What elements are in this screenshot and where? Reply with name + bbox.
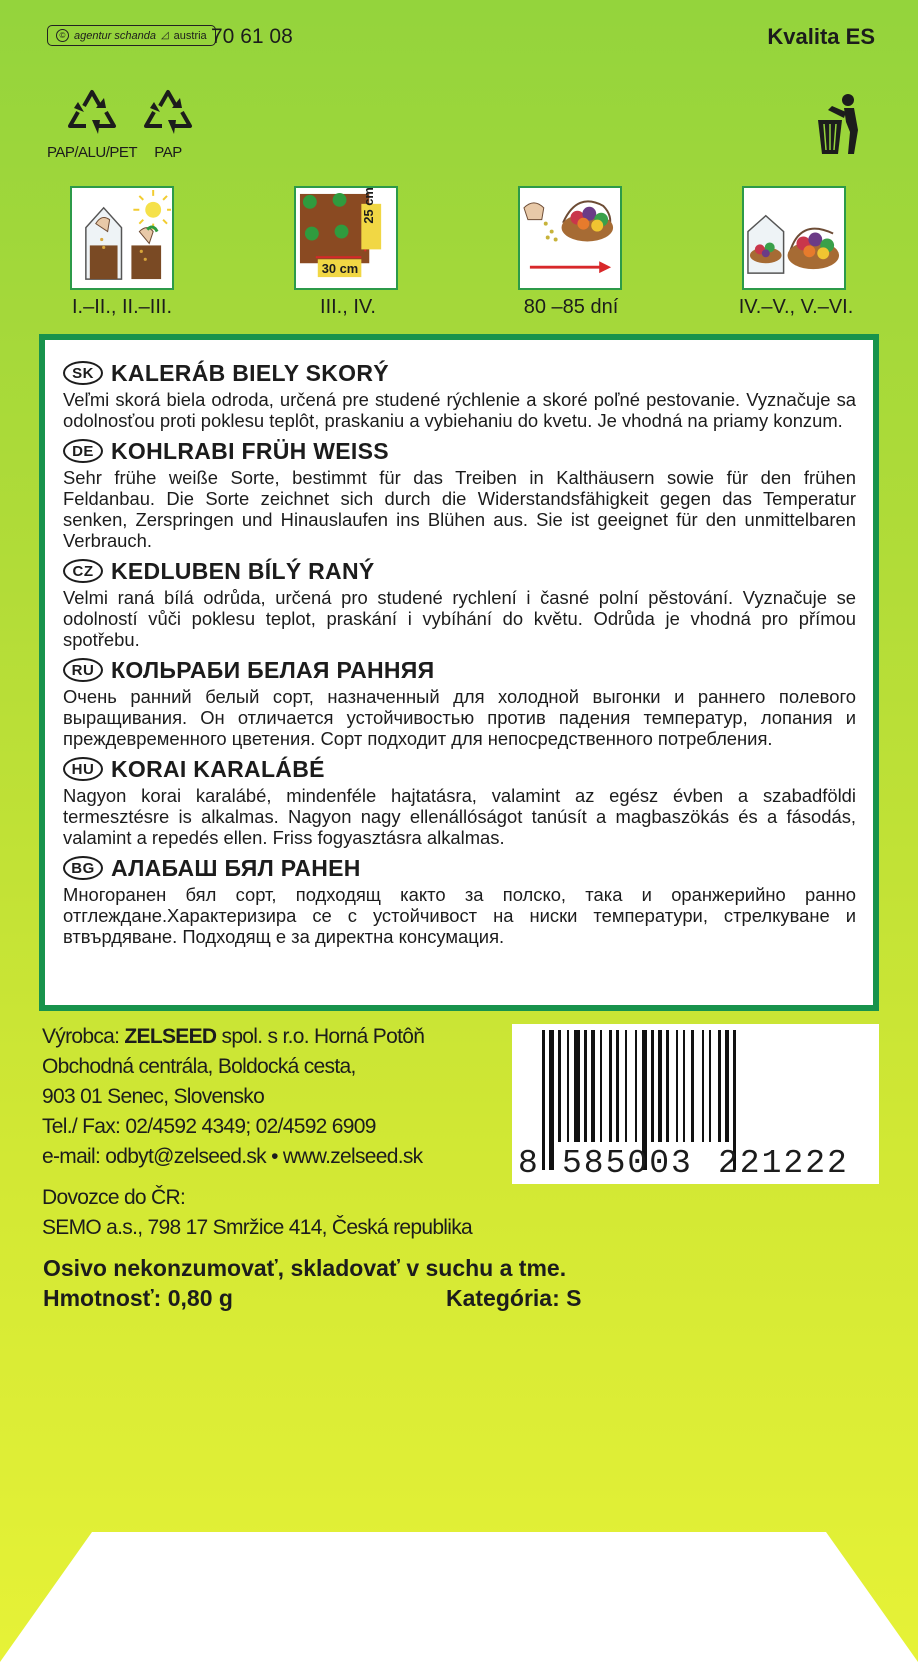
- pictogram-sowing-greenhouse: [70, 186, 174, 290]
- description-panel: [39, 334, 879, 1011]
- recycle-pap: [138, 86, 198, 161]
- barcode-bar: [666, 1030, 669, 1142]
- harvest-basket-icon: [744, 188, 843, 287]
- sowing-icon: [72, 188, 171, 287]
- barcode-bar: [616, 1030, 619, 1142]
- producer-contact: e-mail: odbyt@zelseed.sk • www.zelseed.sk: [42, 1145, 423, 1168]
- language-badge: BG: [63, 856, 103, 880]
- language-badge: SK: [63, 361, 103, 385]
- barcode-bar: [567, 1030, 569, 1142]
- spacing-icon: [296, 188, 395, 287]
- barcode-bar: [691, 1030, 694, 1142]
- section-title: KORAI KARALÁBÉ: [111, 755, 325, 782]
- weight-label: Hmotnosť: 0,80 g: [43, 1285, 233, 1311]
- barcode-bar: [683, 1030, 685, 1142]
- language-badge: HU: [63, 757, 103, 781]
- agency-country: austria: [173, 29, 207, 42]
- barcode-bar: [725, 1030, 729, 1142]
- section-title: АЛАБАШ БЯЛ РАНЕН: [111, 854, 361, 881]
- agency-name: agentur schanda: [74, 29, 156, 42]
- language-badge: DE: [63, 439, 103, 463]
- barcode-digits-left: 585003: [562, 1145, 693, 1182]
- barcode-bar: [574, 1030, 580, 1142]
- recycle-label: PAP: [154, 144, 182, 161]
- agency-mark-icon: ◿: [160, 30, 169, 41]
- pictogram-label: I.–II., II.–III.: [71, 296, 173, 318]
- barcode-bar: [709, 1030, 711, 1142]
- barcode-bar: [542, 1030, 545, 1170]
- barcode-bar: [718, 1030, 721, 1142]
- trash-bin-icon: [814, 92, 866, 156]
- producer-phone: Tel./ Fax: 02/4592 4349; 02/4592 6909: [42, 1115, 376, 1138]
- importer-info: [42, 1183, 472, 1243]
- section-text: Многоранен бял сорт, подходящ както за полско, така и оранжерийно ранно отглеждане.Характеризира се с устойчивост на ниски температури, стрелкуване и втвърдяване. Подходящ е за директна консумация.: [63, 884, 856, 947]
- barcode-bar: [625, 1030, 627, 1142]
- category-label: Kategória: S: [446, 1285, 582, 1311]
- section-title: KOHLRABI FRÜH WEISS: [111, 437, 389, 464]
- barcode-bar: [600, 1030, 602, 1142]
- barcode-bar: [658, 1030, 662, 1142]
- barcode-bar: [591, 1030, 595, 1142]
- recycle-label: PAP/ALU/PET: [46, 144, 138, 161]
- packet-flap-cutout: [0, 1532, 918, 1662]
- quality-label: Kvalita ES: [767, 24, 875, 49]
- importer-address: SEMO a.s., 798 17 Smržice 414, Česká republika: [42, 1216, 473, 1239]
- barcode-bar: [584, 1030, 587, 1142]
- barcode-bar: [558, 1030, 561, 1142]
- section-text: Nagyon korai karalábé, mindenféle hajtatásra, valamint az egész évben a szabadföldi termesztésre is alkalmas. Nagyon nagy ellenállóságot tanúsít a magbaszökás és a fásodás, valamint a repedés ellen. Friss fogyasztásra alkalmas.: [63, 785, 856, 848]
- section-sk: [63, 358, 856, 431]
- barcode-digits-right: 221222: [718, 1145, 849, 1182]
- pictogram-label: IV.–V., V.–VI.: [738, 296, 854, 318]
- agency-logo: [47, 25, 216, 46]
- section-cz: [63, 556, 856, 650]
- spacing-row-label: 25 cm: [361, 188, 377, 224]
- pictogram-harvest: [518, 186, 622, 290]
- barcode-bar: [676, 1030, 678, 1142]
- storage-warning: Osivo nekonzumovať, skladovať v suchu a tme.: [43, 1255, 567, 1281]
- pictogram-label: 80 –85 dní: [523, 296, 619, 318]
- section-title: KALERÁB BIELY SKORÝ: [111, 359, 389, 386]
- section-hu: [63, 754, 856, 848]
- recycle-pap-alu-pet: [44, 86, 140, 161]
- pictogram-planting-spacing: [294, 186, 398, 290]
- section-ru: [63, 655, 856, 749]
- producer-name: ZELSEED: [124, 1025, 217, 1048]
- recycle-icon: [62, 86, 122, 142]
- section-de: [63, 436, 856, 551]
- spacing-col-label: 30 cm: [321, 261, 359, 277]
- barcode-bar: [635, 1030, 637, 1142]
- producer-name-rest: spol. s r.o. Horná Potôň: [221, 1025, 425, 1048]
- section-text: Velmi raná bílá odrůda, určená pro studené rychlení i časné polní pěstování. Vyznačuje se odolností vůči poklesu teplot, praskání i vybíhání do květu. Odrůda je vhodná pro přímou spotřebu.: [63, 587, 856, 650]
- pictogram-harvest-greenhouse: [742, 186, 846, 290]
- product-code: 70 61 08: [211, 25, 293, 48]
- section-text: Очень ранний белый сорт, назначенный для холодной выгонки и раннего полевого выращивания. Он отличается устойчивостью против падения температур, лопания и преждевременного цветения. Сорт подходит для непосредственного потребления.: [63, 686, 856, 749]
- barcode-bar: [702, 1030, 704, 1142]
- recycle-icon: [138, 86, 198, 142]
- barcode-bar: [549, 1030, 554, 1170]
- section-text: Sehr frühe weiße Sorte, bestimmt für das Treiben in Kalthäusern sowie für den frühen Feldanbau. Die Sorte zeichnet sich durch die Widerstandsfähigkeit gegen das Temperatur senken, Zerspringen und Hinauslaufen ins Blühen aus. Sie ist geeignet für den unmittelbaren Verbrauch.: [63, 467, 856, 551]
- copyright-symbol: ©: [56, 29, 69, 42]
- producer-label: Výrobca:: [42, 1025, 120, 1048]
- language-badge: CZ: [63, 559, 103, 583]
- section-title: КОЛЬРАБИ БЕЛАЯ РАННЯЯ: [111, 656, 435, 683]
- barcode-bar: [609, 1030, 612, 1142]
- importer-label: Dovozce do ČR:: [42, 1186, 186, 1209]
- barcode-digit-first: 8: [518, 1145, 539, 1182]
- pictogram-label: III., IV.: [320, 296, 376, 318]
- barcode-bar: [651, 1030, 654, 1142]
- section-bg: [63, 853, 856, 947]
- barcode: [512, 1024, 879, 1184]
- section-text: Veľmi skorá biela odroda, určená pre studené rýchlenie a skoré poľné pestovanie. Vyznačuje sa odolnosťou proti poklesu teplôt, praskaniu a vybiehaniu do kvetu. Je vhodná na priamy konzum.: [63, 389, 856, 431]
- producer-address-line: 903 01 Senec, Slovensko: [42, 1085, 265, 1108]
- producer-info: [42, 1022, 424, 1172]
- section-title: KEDLUBEN BÍLÝ RANÝ: [111, 557, 375, 584]
- language-badge: RU: [63, 658, 103, 682]
- harvest-icon: [520, 188, 619, 287]
- producer-address-line: Obchodná centrála, Boldocká cesta,: [42, 1055, 356, 1078]
